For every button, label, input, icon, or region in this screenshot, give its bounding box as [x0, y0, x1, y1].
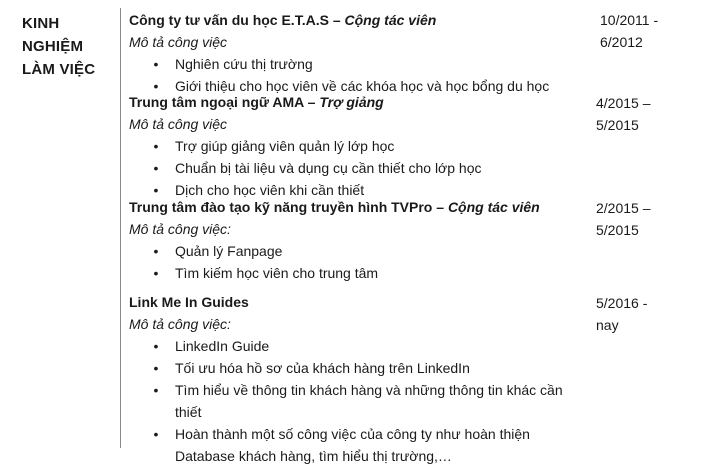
- task-item: • Tìm kiếm học viên cho trung tâm: [129, 262, 594, 284]
- separator: –: [328, 12, 345, 28]
- task-item: • Dịch cho học viên khi cần thiết: [129, 179, 594, 201]
- company-name: Công ty tư vấn du học E.T.A.S: [129, 12, 329, 28]
- task-item: • Quản lý Fanpage: [129, 240, 594, 262]
- job-role: Cộng tác viên: [344, 12, 437, 28]
- job-date: 10/2011 - 6/2012: [600, 12, 659, 50]
- task-list: [129, 240, 594, 284]
- job-date: 5/2016 - nay: [596, 295, 648, 333]
- job-desc-label: Mô tả công việc: [129, 116, 228, 132]
- company-name: Trung tâm ngoại ngữ AMA: [129, 94, 304, 110]
- job-role: Trợ giảng: [319, 94, 384, 110]
- task-item: • Chuẩn bị tài liệu và dụng cụ cần thiết cho lớp học: [129, 157, 594, 179]
- task-item: • Hoàn thành một số công việc của công ty như hoàn thiện Database khách hàng, tìm hiểu thị trường,…: [129, 423, 584, 467]
- company-name: Trung tâm đào tạo kỹ năng truyền hình TVPro: [129, 199, 433, 215]
- job-desc-label: Mô tả công việc: [129, 34, 228, 50]
- job-desc-label: Mô tả công việc:: [129, 316, 231, 332]
- separator: –: [303, 94, 320, 110]
- job-entry-ama: [129, 91, 594, 201]
- task-item: • Tìm hiểu về thông tin khách hàng và những thông tin khác cần thiết: [129, 379, 584, 423]
- task-item: • LinkedIn Guide: [129, 335, 584, 357]
- company-name: Link Me In Guides: [129, 294, 249, 310]
- job-desc-label: Mô tả công việc:: [129, 221, 231, 237]
- job-date: 2/2015 – 5/2015: [596, 200, 651, 238]
- bullet-icon: •: [153, 78, 159, 94]
- job-heading: [129, 291, 594, 313]
- bullet-icon: •: [153, 243, 159, 259]
- job-entry-linkmein: [129, 291, 594, 467]
- job-heading: [129, 196, 594, 218]
- job-date: 4/2015 – 5/2015: [596, 95, 651, 133]
- bullet-icon: •: [153, 56, 159, 72]
- bullet-icon: •: [153, 360, 159, 376]
- bullet-icon: •: [153, 182, 159, 198]
- job-heading: [129, 9, 594, 31]
- bullet-icon: •: [153, 338, 159, 354]
- bullet-icon: •: [153, 160, 159, 176]
- task-item: • Giới thiệu cho học viên về các khóa học và học bổng du học: [129, 75, 594, 97]
- task-item: • Tối ưu hóa hồ sơ của khách hàng trên LinkedIn: [129, 357, 584, 379]
- bullet-icon: •: [153, 426, 159, 442]
- task-item: • Trợ giúp giảng viên quản lý lớp học: [129, 135, 594, 157]
- bullet-icon: •: [153, 265, 159, 281]
- job-entry-etas: [129, 9, 594, 97]
- job-heading: [129, 91, 594, 113]
- job-role: Cộng tác viên: [447, 199, 540, 215]
- job-entry-tvpro: [129, 196, 594, 284]
- divider-line: [120, 8, 121, 448]
- section-title: KINH NGHIỆM LÀM VIỆC: [22, 15, 96, 78]
- task-list: [129, 335, 584, 467]
- separator: –: [432, 199, 448, 215]
- bullet-icon: •: [153, 382, 159, 398]
- task-list: [129, 135, 594, 201]
- task-item: • Nghiên cứu thị trường: [129, 53, 594, 75]
- bullet-icon: •: [153, 138, 159, 154]
